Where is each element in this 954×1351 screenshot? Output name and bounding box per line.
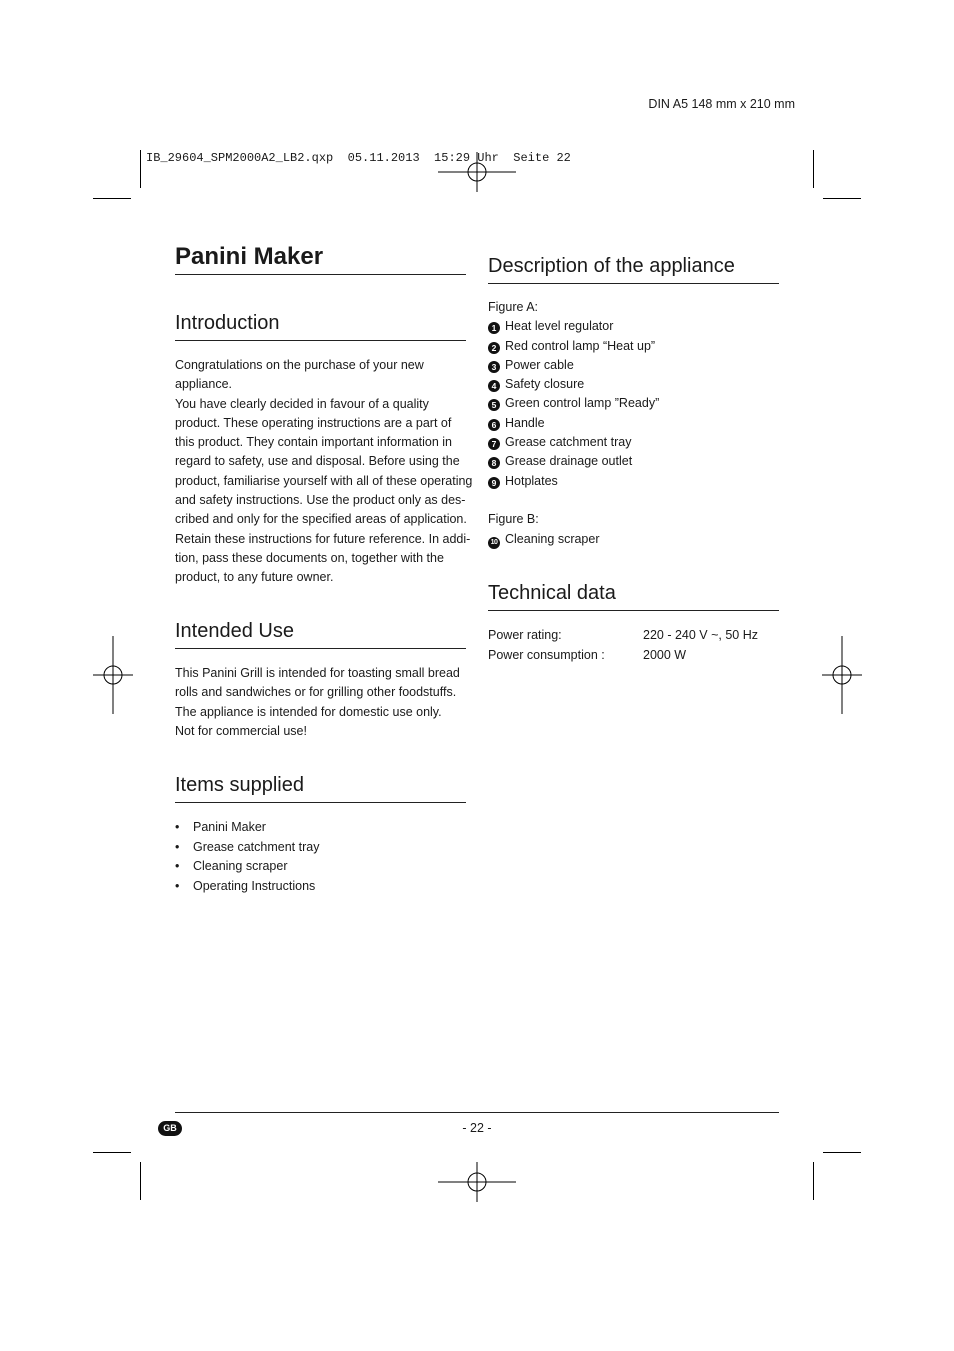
page-title: Panini Maker (175, 240, 466, 275)
introduction-heading: Introduction (175, 310, 466, 341)
number-badge-icon: 1 (488, 322, 500, 334)
text-line: tion, pass these documents on, together with the (175, 550, 444, 565)
number-badge-icon: 2 (488, 342, 500, 354)
footer-rule (175, 1112, 779, 1113)
text-line: product, to any future owner. (175, 570, 334, 585)
list-item: • Cleaning scraper (175, 857, 319, 877)
technical-data-table (488, 626, 788, 665)
part-item: 1 Heat level regulator (488, 317, 788, 336)
items-supplied-heading: Items supplied (175, 772, 466, 803)
text-line: This Panini Grill is intended for toasting small bread (175, 666, 460, 680)
part-item: 5 Green control lamp ”Ready” (488, 394, 788, 413)
part-item: 6 Handle (488, 414, 788, 433)
figure-a-label: Figure A: (488, 300, 539, 314)
list-item: • Grease catchment tray (175, 838, 319, 858)
description-heading: Description of the appliance (488, 253, 779, 284)
number-badge-icon: 5 (488, 399, 500, 411)
text-line: regard to safety, use and disposal. Before using the (175, 454, 460, 469)
tech-value: 2000 W (643, 647, 687, 662)
table-row (488, 626, 788, 646)
text-line: You have clearly decided in favour of a quality (175, 396, 429, 411)
list-item: • Panini Maker (175, 818, 319, 838)
part-item: 2 Red control lamp “Heat up” (488, 337, 788, 356)
part-item: 7 Grease catchment tray (488, 433, 788, 452)
number-badge-icon: 4 (488, 380, 500, 392)
part-item: 3 Power cable (488, 356, 788, 375)
intended-use-text (175, 664, 475, 741)
items-supplied-list (175, 818, 319, 896)
crop-mark (93, 1152, 131, 1153)
part-item: 10 Cleaning scraper (488, 530, 788, 549)
registration-mark-icon (93, 636, 133, 714)
text-line: Congratulations on the purchase of your new (175, 358, 424, 372)
language-badge: GB (158, 1121, 182, 1136)
text-line: product, familiarise yourself with all of these operating (175, 473, 473, 488)
technical-data-heading: Technical data (488, 580, 779, 611)
number-badge-icon: 7 (488, 438, 500, 450)
introduction-text (175, 356, 475, 588)
crop-mark (813, 150, 814, 188)
format-label: DIN A5 148 mm x 210 mm (648, 97, 795, 111)
tech-value: 220 - 240 V ~, 50 Hz (643, 628, 759, 642)
list-item: • Operating Instructions (175, 877, 319, 897)
text-line: rolls and sandwiches or for grilling other foodstuffs. (175, 685, 457, 700)
number-badge-icon: 6 (488, 419, 500, 431)
text-line: The appliance is intended for domestic use only. (175, 704, 442, 719)
number-badge-icon: 10 (488, 537, 500, 549)
registration-mark-icon (822, 636, 862, 714)
crop-mark (823, 198, 861, 199)
bullet-icon: • (175, 839, 180, 854)
description-list (488, 298, 788, 549)
slug-line: IB_29604_SPM2000A2_LB2.qxp 05.11.2013 15:29 Uhr Seite 22 (146, 151, 571, 165)
text-line: cribed and only for the specified areas of application. (175, 512, 467, 527)
registration-mark-icon (438, 1162, 516, 1202)
number-badge-icon: 3 (488, 361, 500, 373)
crop-mark (813, 1162, 814, 1200)
intended-use-heading: Intended Use (175, 618, 466, 649)
text-line: and safety instructions. Use the product only as des- (175, 493, 466, 508)
crop-mark (140, 150, 141, 188)
bullet-icon: • (175, 859, 180, 873)
text-line: Not for commercial use! (175, 723, 307, 738)
table-row (488, 646, 788, 666)
bullet-icon: • (175, 820, 180, 834)
text-line: appliance. (175, 377, 232, 392)
page-number: - 22 - (462, 1121, 492, 1135)
crop-mark (140, 1162, 141, 1200)
text-line: this product. They contain important information in (175, 435, 452, 450)
part-item: 4 Safety closure (488, 375, 788, 394)
number-badge-icon: 8 (488, 457, 500, 469)
bullet-icon: • (175, 878, 180, 893)
number-badge-icon: 9 (488, 477, 500, 489)
part-item: 9 Hotplates (488, 472, 788, 491)
text-line: product. These operating instructions are a part of (175, 415, 452, 430)
figure-b-label: Figure B: (488, 512, 539, 527)
crop-mark (823, 1152, 861, 1153)
part-item: 8 Grease drainage outlet (488, 452, 788, 471)
text-line: Retain these instructions for future reference. In addi- (175, 531, 471, 546)
crop-mark (93, 198, 131, 199)
tech-key: Power consumption : (488, 647, 605, 662)
tech-key: Power rating: (488, 628, 562, 642)
